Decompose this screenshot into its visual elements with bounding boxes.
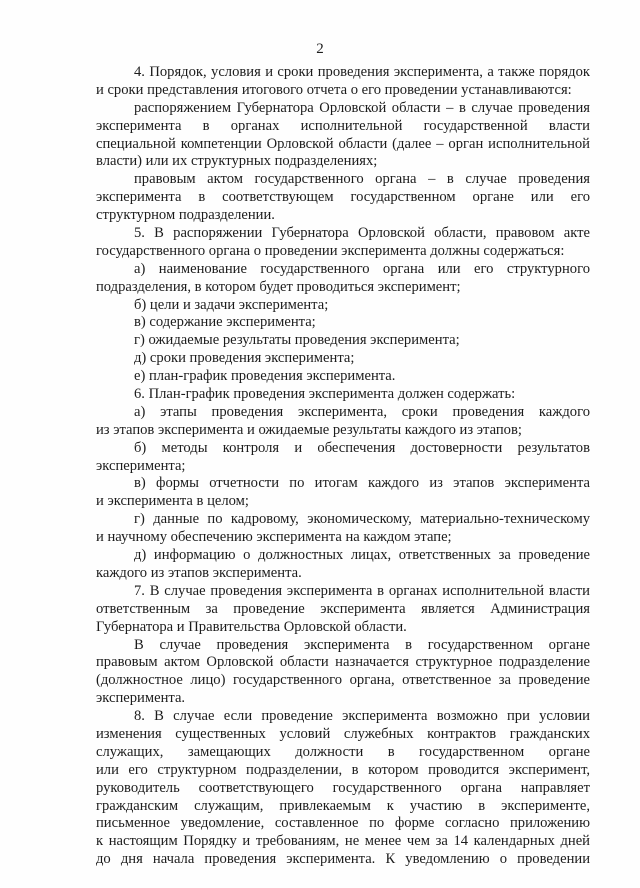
- text-line: а) наименование государственного органа или его структурного: [134, 260, 590, 277]
- text-line: служащих, замещающих должности в государственном органе: [96, 743, 590, 760]
- text-line: 6. План-график проведения эксперимента должен содержать:: [134, 386, 516, 403]
- text-line: власти) или их структурных подразделениях;: [96, 153, 378, 170]
- text-line: и научному обеспечению эксперимента на каждом этапе;: [96, 529, 452, 546]
- text-line: б) цели и задачи эксперимента;: [134, 296, 329, 313]
- text-line: ответственным за проведение эксперимента является Администрация: [96, 600, 590, 617]
- text-line: каждого из этапов эксперимента.: [96, 564, 302, 581]
- text-line: к настоящим Порядку и требованиям, не менее чем за 14 календарных дней: [96, 833, 590, 850]
- text-line: эксперимента.: [96, 690, 186, 707]
- text-line: эксперимента в соответствующем государственном органе или его: [96, 189, 590, 206]
- text-line: и сроки представления итогового отчета о его проведении устанавливаются:: [96, 81, 572, 98]
- text-line: распоряжением Губернатора Орловской области – в случае проведения: [134, 99, 590, 116]
- text-line: специальной компетенции Орловской области (далее – орган исполнительной: [96, 135, 590, 152]
- text-line: г) данные по кадровому, экономическому, материально-техническому: [134, 511, 590, 528]
- text-line: и эксперимента в целом;: [96, 493, 249, 510]
- text-line: г) ожидаемые результаты проведения эксперимента;: [134, 332, 460, 349]
- text-line: изменения существенных условий служебных контрактов гражданских: [96, 725, 590, 742]
- text-line: руководитель соответствующего государственного органа направляет: [96, 779, 590, 796]
- text-line: (должностное лицо) государственного органа, ответственное за проведение: [96, 672, 590, 689]
- text-line: из этапов эксперимента и ожидаемые результаты каждого из этапов;: [96, 421, 522, 438]
- text-line: 5. В распоряжении Губернатора Орловской области, правовом акте: [134, 225, 590, 242]
- text-line: гражданским служащим, привлекаемым к участию в эксперименте,: [96, 797, 590, 814]
- text-line: 7. В случае проведения эксперимента в органах исполнительной власти: [134, 582, 590, 599]
- text-line: а) этапы проведения эксперимента, сроки проведения каждого: [134, 403, 590, 420]
- text-line: или его структурном подразделении, в котором проводится эксперимент,: [96, 761, 590, 778]
- text-line: до дня начала проведения эксперимента. К уведомлению о проведении: [96, 851, 590, 868]
- text-line: государственного органа о проведении эксперимента должны содержаться:: [96, 242, 565, 259]
- text-line: д) сроки проведения эксперимента;: [134, 350, 355, 367]
- text-line: в) формы отчетности по итогам каждого из этапов эксперимента: [134, 475, 590, 492]
- text-line: подразделения, в котором будет проводиться эксперимент;: [96, 278, 461, 295]
- text-line: б) методы контроля и обеспечения достоверности результатов: [134, 439, 590, 456]
- text-line: структурном подразделении.: [96, 207, 275, 224]
- text-line: правовым актом Орловской области назначается структурное подразделение: [96, 654, 590, 671]
- text-line: письменное уведомление, составленное по форме согласно приложению: [96, 815, 590, 832]
- document-body: [96, 64, 590, 869]
- text-line: В случае проведения эксперимента в государственном органе: [134, 636, 590, 653]
- text-line: правовым актом государственного органа – в случае проведения: [134, 171, 590, 188]
- text-line: Губернатора и Правительства Орловской области.: [96, 618, 407, 635]
- text-line: е) план-график проведения эксперимента.: [134, 368, 396, 385]
- text-line: в) содержание эксперимента;: [134, 314, 316, 331]
- text-line: эксперимента;: [96, 457, 186, 474]
- page-number: 2: [316, 41, 324, 57]
- text-line: д) информацию о должностных лицах, ответственных за проведение: [134, 547, 590, 564]
- text-line: 4. Порядок, условия и сроки проведения эксперимента, а также порядок: [134, 64, 590, 80]
- text-line: эксперимента в органах исполнительной государственной власти: [96, 117, 590, 134]
- text-line: 8. В случае если проведение эксперимента возможно при условии: [134, 708, 590, 725]
